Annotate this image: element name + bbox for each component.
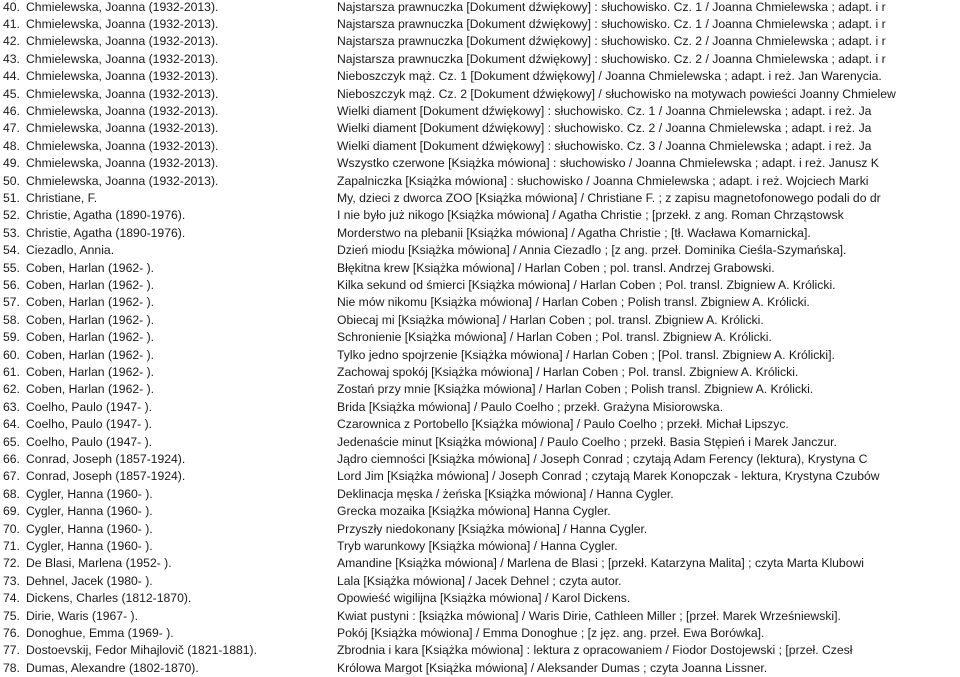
entry-author: Chmielewska, Joanna (1932-2013). bbox=[26, 86, 219, 101]
entry-title: Wielki diament [Dokument dźwiękowy] : słuchowisko. Cz. 2 / Joanna Chmielewska ; adapt. i reż. Ja bbox=[337, 121, 872, 136]
catalog-entry bbox=[0, 51, 960, 68]
entry-number: 46. bbox=[3, 103, 20, 118]
entry-author: Chmielewska, Joanna (1932-2013). bbox=[26, 51, 219, 66]
entry-title: Dzień miodu [Książka mówiona] / Annia Ciezadlo ; [z ang. przeł. Dominika Cieśla-Szymańska]. bbox=[337, 243, 847, 258]
entry-author: Cygler, Hanna (1960- ). bbox=[26, 538, 153, 553]
entry-number: 68. bbox=[3, 486, 20, 501]
entry-author: Chmielewska, Joanna (1932-2013). bbox=[26, 173, 219, 188]
catalog-entry bbox=[0, 538, 960, 555]
entry-number: 77. bbox=[3, 643, 20, 658]
entry-number: 59. bbox=[3, 330, 20, 345]
catalog-entry bbox=[0, 381, 960, 398]
entry-title: Królowa Margot [Książka mówiona] / Aleksander Dumas ; czyta Joanna Lissner. bbox=[337, 660, 768, 675]
entry-number: 60. bbox=[3, 347, 20, 362]
entry-author: Cygler, Hanna (1960- ). bbox=[26, 504, 153, 519]
entry-title: Najstarsza prawnuczka [Dokument dźwiękowy] : słuchowisko. Cz. 1 / Joanna Chmielewska ; adapt. i r bbox=[337, 16, 886, 31]
entry-title: Zbrodnia i kara [Książka mówiona] : lektura z opracowaniem / Fiodor Dostojewski ; [przeł. Czesł bbox=[337, 643, 853, 658]
entry-number: 57. bbox=[3, 295, 20, 310]
catalog-entry bbox=[0, 312, 960, 329]
entry-title: Wielki diament [Dokument dźwiękowy] : słuchowisko. Cz. 3 / Joanna Chmielewska ; adapt. i reż. Ja bbox=[337, 138, 872, 153]
entry-number: 45. bbox=[3, 86, 20, 101]
entry-number: 61. bbox=[3, 364, 20, 379]
entry-title: Jedenaście minut [Książka mówiona] / Paulo Coelho ; przekł. Basia Stępień i Marek Janczur. bbox=[337, 434, 837, 449]
catalog-entry bbox=[0, 120, 960, 137]
entry-number: 47. bbox=[3, 121, 20, 136]
catalog-entry bbox=[0, 521, 960, 538]
entry-title: Najstarsza prawnuczka [Dokument dźwiękowy] : słuchowisko. Cz. 1 / Joanna Chmielewska ; adapt. i r bbox=[337, 0, 886, 14]
entry-number: 75. bbox=[3, 608, 20, 623]
catalog-entry bbox=[0, 294, 960, 311]
catalog-entry bbox=[0, 260, 960, 277]
entry-author: Coelho, Paulo (1947- ). bbox=[26, 417, 153, 432]
entry-author: Dickens, Charles (1812-1870). bbox=[26, 591, 192, 606]
entry-title: Tryb warunkowy [Książka mówiona] / Hanna Cygler. bbox=[337, 538, 618, 553]
catalog-entry bbox=[0, 138, 960, 155]
entry-number: 42. bbox=[3, 34, 20, 49]
entry-title: Grecka mozaika [Książka mówiona] Hanna Cygler. bbox=[337, 504, 611, 519]
catalog-entry bbox=[0, 277, 960, 294]
entry-number: 74. bbox=[3, 591, 20, 606]
entry-title: Czarownica z Portobello [Książka mówiona] / Paulo Coelho ; przekł. Michał Lipszyc. bbox=[337, 417, 789, 432]
entry-author: Coben, Harlan (1962- ). bbox=[26, 260, 155, 275]
entry-number: 67. bbox=[3, 469, 20, 484]
catalog-entry bbox=[0, 68, 960, 85]
entry-number: 55. bbox=[3, 260, 20, 275]
entry-number: 70. bbox=[3, 521, 20, 536]
catalog-entry bbox=[0, 434, 960, 451]
catalog-entry bbox=[0, 33, 960, 50]
entry-number: 65. bbox=[3, 434, 20, 449]
catalog-entry bbox=[0, 364, 960, 381]
entry-title: Lord Jim [Książka mówiona] / Joseph Conrad ; czytają Marek Konopczak - lektura, Krystyna Czubów bbox=[337, 469, 880, 484]
entry-title: Schronienie [Książka mówiona] / Harlan Coben ; Pol. transl. Zbigniew A. Królicki. bbox=[337, 330, 772, 345]
entry-number: 52. bbox=[3, 208, 20, 223]
catalog-entry bbox=[0, 625, 960, 642]
entry-number: 71. bbox=[3, 538, 20, 553]
entry-author: Coben, Harlan (1962- ). bbox=[26, 277, 155, 292]
entry-number: 78. bbox=[3, 660, 20, 675]
entry-number: 64. bbox=[3, 417, 20, 432]
catalog-entry bbox=[0, 0, 960, 16]
entry-number: 48. bbox=[3, 138, 20, 153]
entry-author: Coben, Harlan (1962- ). bbox=[26, 382, 155, 397]
entry-title: Błękitna krew [Książka mówiona] / Harlan Coben ; pol. transl. Andrzej Grabowski. bbox=[337, 260, 775, 275]
entry-title: Zapalniczka [Książka mówiona] : słuchowisko / Joanna Chmielewska ; adapt. i reż. Wojciech Marki bbox=[337, 173, 869, 188]
entry-title: Zachowaj spokój [Książka mówiona] / Harlan Coben ; Pol. transl. Zbigniew A. Królicki. bbox=[337, 364, 799, 379]
entry-title: Nieboszczyk mąż. Cz. 2 [Dokument dźwiękowy] / słuchowisko na motywach powieści Joanny Chmielew bbox=[337, 86, 896, 101]
entry-number: 58. bbox=[3, 312, 20, 327]
entry-title: Deklinacja męska / żeńska [Książka mówiona] / Hanna Cygler. bbox=[337, 486, 674, 501]
entry-number: 53. bbox=[3, 225, 20, 240]
entry-author: Chmielewska, Joanna (1932-2013). bbox=[26, 103, 219, 118]
entry-author: Coben, Harlan (1962- ). bbox=[26, 312, 155, 327]
catalog-entry bbox=[0, 555, 960, 572]
entry-number: 62. bbox=[3, 382, 20, 397]
entry-author: Christie, Agatha (1890-1976). bbox=[26, 225, 186, 240]
catalog-entry bbox=[0, 468, 960, 485]
catalog-entry bbox=[0, 329, 960, 346]
entry-author: Coelho, Paulo (1947- ). bbox=[26, 434, 153, 449]
entry-author: Donoghue, Emma (1969- ). bbox=[26, 625, 174, 640]
entry-title: Morderstwo na plebanii [Książka mówiona] / Agatha Christie ; [tł. Wacława Komarnicka]. bbox=[337, 225, 811, 240]
entry-title: Jądro ciemności [Książka mówiona] / Joseph Conrad ; czytają Adam Ferency (lektura), Krystyna C bbox=[337, 451, 868, 466]
entry-title: Wszystko czerwone [Książka mówiona] : słuchowisko / Joanna Chmielewska ; adapt. i reż. Janusz K bbox=[337, 156, 879, 171]
catalog-entry bbox=[0, 399, 960, 416]
entry-title: Obiecaj mi [Książka mówiona] / Harlan Coben ; pol. transl. Zbigniew A. Królicki. bbox=[337, 312, 764, 327]
entry-number: 44. bbox=[3, 69, 20, 84]
catalog-entry bbox=[0, 590, 960, 607]
entry-number: 73. bbox=[3, 573, 20, 588]
entry-author: Ciezadlo, Annia. bbox=[26, 243, 115, 258]
catalog-entry bbox=[0, 416, 960, 433]
entry-author: Coben, Harlan (1962- ). bbox=[26, 295, 155, 310]
catalog-entry bbox=[0, 608, 960, 625]
entry-number: 56. bbox=[3, 277, 20, 292]
entry-title: My, dzieci z dworca ZOO [Książka mówiona] / Christiane F. ; z zapisu magnetofonowego podali do dr bbox=[337, 190, 881, 205]
entry-title: Zostań przy mnie [Książka mówiona] / Harlan Coben ; Polish transl. Zbigniew A. Królicki. bbox=[337, 382, 814, 397]
entry-title: Najstarsza prawnuczka [Dokument dźwiękowy] : słuchowisko. Cz. 2 / Joanna Chmielewska ; adapt. i r bbox=[337, 34, 886, 49]
entry-author: Chmielewska, Joanna (1932-2013). bbox=[26, 138, 219, 153]
entry-author: Coben, Harlan (1962- ). bbox=[26, 347, 155, 362]
entry-author: Cygler, Hanna (1960- ). bbox=[26, 521, 153, 536]
entry-title: Brida [Książka mówiona] / Paulo Coelho ; przekł. Grażyna Misiorowska. bbox=[337, 399, 724, 414]
entry-title: Nieboszczyk mąż. Cz. 1 [Dokument dźwiękowy] / Joanna Chmielewska ; adapt. i reż. Jan Warenycia. bbox=[337, 69, 882, 84]
entry-author: De Blasi, Marlena (1952- ). bbox=[26, 556, 172, 571]
entry-author: Dostoevskij, Fedor Mihajlovič (1821-1881). bbox=[26, 643, 257, 658]
entry-title: Opowieść wigilijna [Książka mówiona] / Karol Dickens. bbox=[337, 591, 631, 606]
entry-title: I nie było już nikogo [Książka mówiona] / Agatha Christie ; [przekł. z ang. Roman Chrząstowsk bbox=[337, 208, 844, 223]
entry-author: Conrad, Joseph (1857-1924). bbox=[26, 451, 186, 466]
catalog-entry bbox=[0, 207, 960, 224]
entry-title: Kwiat pustyni : [książka mówiona] / Waris Dirie, Cathleen Miller ; [przeł. Marek Wrześniewski]. bbox=[337, 608, 841, 623]
catalog-entry bbox=[0, 642, 960, 659]
catalog-entry bbox=[0, 573, 960, 590]
entry-author: Chmielewska, Joanna (1932-2013). bbox=[26, 69, 219, 84]
entry-number: 50. bbox=[3, 173, 20, 188]
entry-author: Coben, Harlan (1962- ). bbox=[26, 330, 155, 345]
entry-author: Chmielewska, Joanna (1932-2013). bbox=[26, 16, 219, 31]
entry-title: Nie mów nikomu [Książka mówiona] / Harlan Coben ; Polish transl. Zbigniew A. Królicki. bbox=[337, 295, 810, 310]
catalog-entry bbox=[0, 86, 960, 103]
catalog-entry bbox=[0, 190, 960, 207]
catalog-entry bbox=[0, 242, 960, 259]
entry-number: 72. bbox=[3, 556, 20, 571]
entry-title: Kilka sekund od śmierci [Książka mówiona] / Harlan Coben ; Pol. transl. Zbigniew A. Królicki. bbox=[337, 277, 836, 292]
entry-author: Christiane, F. bbox=[26, 190, 98, 205]
entry-author: Dirie, Waris (1967- ). bbox=[26, 608, 138, 623]
entry-title: Tylko jedno spojrzenie [Książka mówiona] / Harlan Coben ; [Pol. transl. Zbigniew A. Królicki]. bbox=[337, 347, 835, 362]
entry-author: Coben, Harlan (1962- ). bbox=[26, 364, 155, 379]
entry-title: Pokój [Książka mówiona] / Emma Donoghue ; [z jęz. ang. przeł. Ewa Borówka]. bbox=[337, 625, 765, 640]
entry-title: Przyszły niedokonany [Książka mówiona] / Hanna Cygler. bbox=[337, 521, 648, 536]
entry-number: 43. bbox=[3, 51, 20, 66]
entry-author: Chmielewska, Joanna (1932-2013). bbox=[26, 0, 219, 14]
entry-number: 63. bbox=[3, 399, 20, 414]
entry-number: 41. bbox=[3, 16, 20, 31]
catalog-entry bbox=[0, 503, 960, 520]
catalog-entry bbox=[0, 225, 960, 242]
entry-number: 40. bbox=[3, 0, 20, 14]
entry-title: Lala [Książka mówiona] / Jacek Dehnel ; czyta autor. bbox=[337, 573, 622, 588]
entry-number: 49. bbox=[3, 156, 20, 171]
entry-number: 51. bbox=[3, 190, 20, 205]
catalog-entry bbox=[0, 103, 960, 120]
entry-number: 54. bbox=[3, 243, 20, 258]
catalog-entry bbox=[0, 173, 960, 190]
entry-number: 66. bbox=[3, 451, 20, 466]
entry-author: Conrad, Joseph (1857-1924). bbox=[26, 469, 186, 484]
entry-author: Chmielewska, Joanna (1932-2013). bbox=[26, 121, 219, 136]
catalog-entry bbox=[0, 16, 960, 33]
catalog-entry bbox=[0, 451, 960, 468]
entry-title: Najstarsza prawnuczka [Dokument dźwiękowy] : słuchowisko. Cz. 2 / Joanna Chmielewska ; adapt. i r bbox=[337, 51, 886, 66]
catalog-entry bbox=[0, 155, 960, 172]
entry-author: Chmielewska, Joanna (1932-2013). bbox=[26, 34, 219, 49]
catalog-entry bbox=[0, 486, 960, 503]
entry-author: Dumas, Alexandre (1802-1870). bbox=[26, 660, 199, 675]
entry-title: Wielki diament [Dokument dźwiękowy] : słuchowisko. Cz. 1 / Joanna Chmielewska ; adapt. i reż. Ja bbox=[337, 103, 872, 118]
catalog-entry bbox=[0, 347, 960, 364]
entry-author: Coelho, Paulo (1947- ). bbox=[26, 399, 153, 414]
catalog-entry bbox=[0, 660, 960, 677]
entry-number: 76. bbox=[3, 625, 20, 640]
entry-title: Amandine [Książka mówiona] / Marlena de Blasi ; [przekł. Katarzyna Malita] ; czyta Marta Klubowi bbox=[337, 556, 864, 571]
entry-author: Cygler, Hanna (1960- ). bbox=[26, 486, 153, 501]
entry-number: 69. bbox=[3, 504, 20, 519]
entry-author: Christie, Agatha (1890-1976). bbox=[26, 208, 186, 223]
entry-author: Chmielewska, Joanna (1932-2013). bbox=[26, 156, 219, 171]
entry-author: Dehnel, Jacek (1980- ). bbox=[26, 573, 153, 588]
